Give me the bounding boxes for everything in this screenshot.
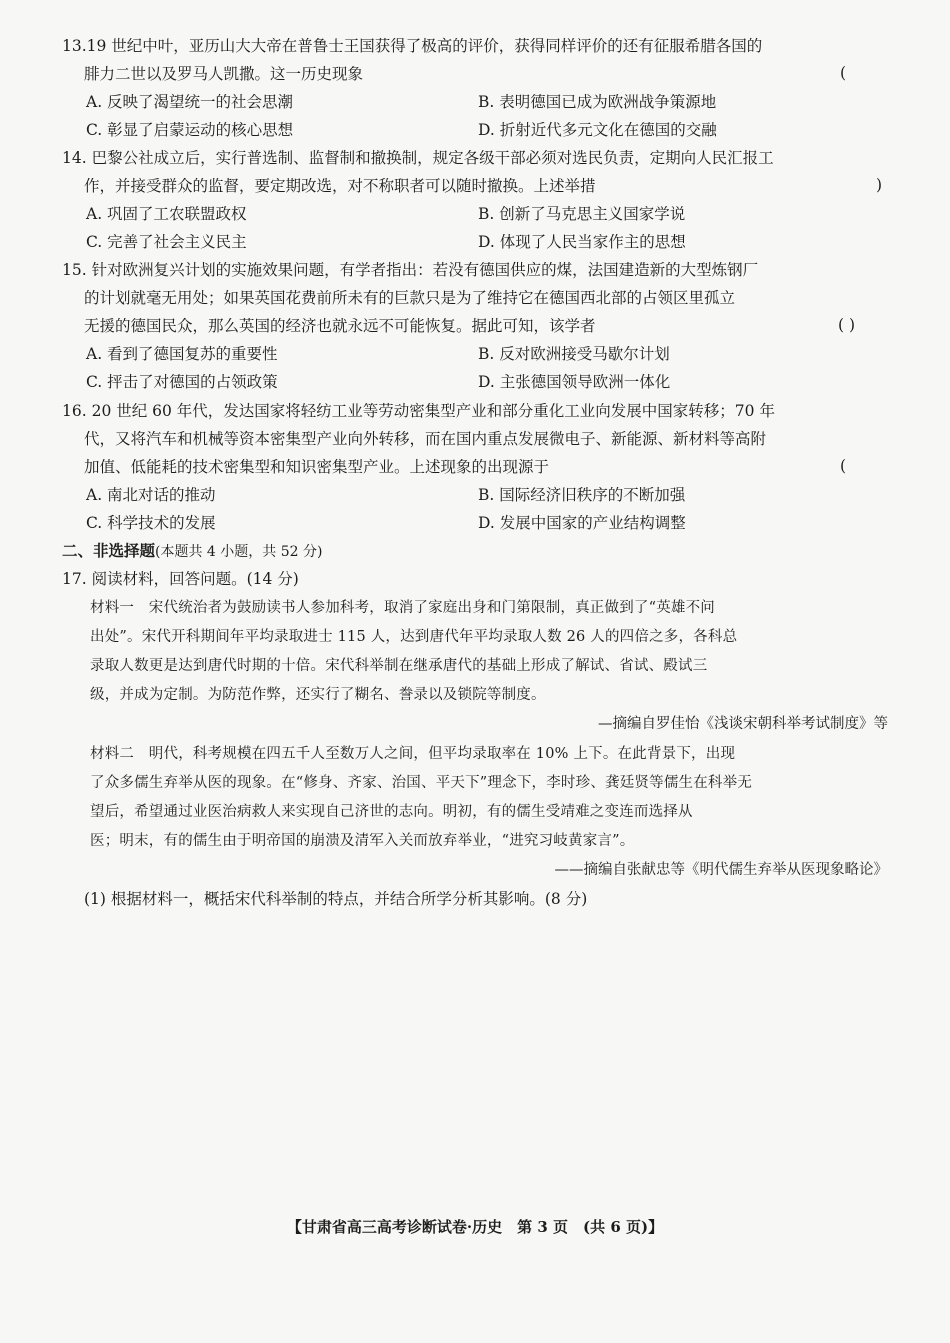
q15-option-a: A. 看到了德国复苏的重要性 [86,345,278,363]
q17-material2-line3: 望后，希望通过业医治病救人来实现自己济世的志向。明初，有的儒生受靖难之变连而选择从 [90,804,693,820]
q17-material2-source: ——摘编自张献忠等《明代儒生弃举从医现象略论》 [554,862,888,878]
q14-option-b: B. 创新了马克思主义国家学说 [478,205,686,223]
q15-stem-line3: 无援的德国民众，那么英国的经济也就永远不可能恢复。据此可知，该学者 [84,317,596,335]
q17-material1-line3: 录取人数更是达到唐代时期的十倍。宋代科举制在继承唐代的基础上形成了解试、省试、殿试三 [90,658,708,674]
q16-stem-line3: 加值、低能耗的技术密集型和知识密集型产业。上述现象的出现源于 [84,458,550,476]
q17-material1-line2: 出处”。宋代开科期间年平均录取进士 115 人，达到唐代年平均录取人数 26 人的四倍之多，各科总 [90,629,738,645]
section-title: 二、非选择题 [62,541,156,560]
q16-stem-line1: 16. 20 世纪 60 年代，发达国家将轻纺工业等劳动密集型产业和部分重化工业向发展中国家转移；70 年 [62,402,775,420]
q16-stem-line2: 代，又将汽车和机械等资本密集型产业向外转移，而在国内重点发展微电子、新能源、新材料等高附 [84,430,767,448]
q14-option-c: C. 完善了社会主义民主 [86,233,247,251]
q13-option-c: C. 彰显了启蒙运动的核心思想 [86,121,294,139]
q15-answer-bracket: ( ) [838,316,856,334]
section-note: (本题共 4 小题，共 52 分) [155,544,323,560]
q16-option-b: B. 国际经济旧秩序的不断加强 [478,486,686,504]
q17-stem: 17. 阅读材料，回答问题。(14 分) [62,570,299,588]
q13-option-d: D. 折射近代多元文化在德国的交融 [478,121,717,139]
q16-option-d: D. 发展中国家的产业结构调整 [478,514,686,532]
q16-option-a: A. 南北对话的推动 [86,486,216,504]
q13-stem-line1: 13.19 世纪中叶，亚历山大大帝在普鲁士王国获得了极高的评价，获得同样评价的还有征服希腊各国的 [62,37,763,55]
q15-stem-line2: 的计划就毫无用处；如果英国花费前所未有的巨款只是为了维持它在德国西北部的占领区里孤立 [84,289,736,307]
section-heading [62,541,322,562]
q17-subquestion-1: (1) 根据材料一，概括宋代科举制的特点，并结合所学分析其影响。(8 分) [84,890,588,908]
q17-material1-line4: 级，并成为定制。为防范作弊，还实行了糊名、誊录以及锁院等制度。 [90,687,546,703]
q17-material2-line2: 了众多儒生弃举从医的现象。在“修身、齐家、治国、平天下”理念下，李时珍、龚廷贤等儒生在科举无 [90,775,753,791]
q13-option-b: B. 表明德国已成为欧洲战争策源地 [478,93,717,111]
q14-stem-line2: 作，并接受群众的监督，要定期改选，对不称职者可以随时撤换。上述举措 [84,177,596,195]
q15-option-c: C. 抨击了对德国的占领政策 [86,373,278,391]
q16-answer-bracket: ( [840,457,847,475]
q17-material2-line1: 材料二 明代，科考规模在四五千人至数万人之间，但平均录取率在 10% 上下。在此背景下，出现 [90,746,736,762]
q16-option-c: C. 科学技术的发展 [86,514,216,532]
q15-option-b: B. 反对欧洲接受马歇尔计划 [478,345,670,363]
q14-stem-line1: 14. 巴黎公社成立后，实行普选制、监督制和撤换制，规定各级干部必须对选民负责，定期向人民汇报工 [62,149,774,167]
q13-option-a: A. 反映了渴望统一的社会思潮 [86,93,294,111]
q13-stem-line2: 腓力二世以及罗马人凯撒。这一历史现象 [84,65,364,83]
page-footer: 【甘肃省高三高考诊断试卷·历史 第 3 页 (共 6 页)】 [286,1218,664,1236]
q17-material1-source: —摘编自罗佳怡《浅谈宋朝科举考试制度》等 [598,716,888,732]
q17-material2-line4: 医；明末，有的儒生由于明帝国的崩溃及清军入关而放弃举业，“进究习岐黄家言”。 [90,833,635,849]
q14-option-d: D. 体现了人民当家作主的思想 [478,233,686,251]
q15-stem-line1: 15. 针对欧洲复兴计划的实施效果问题，有学者指出：若没有德国供应的煤，法国建造新的大型炼钢厂 [62,261,759,279]
q17-material1-line1: 材料一 宋代统治者为鼓励读书人参加科考，取消了家庭出身和门第限制，真正做到了“英雄不问 [90,600,716,616]
q14-option-a: A. 巩固了工农联盟政权 [86,205,247,223]
q14-answer-bracket: ) [876,176,883,194]
q13-answer-bracket: ( [840,64,847,82]
q15-option-d: D. 主张德国领导欧洲一体化 [478,373,671,391]
